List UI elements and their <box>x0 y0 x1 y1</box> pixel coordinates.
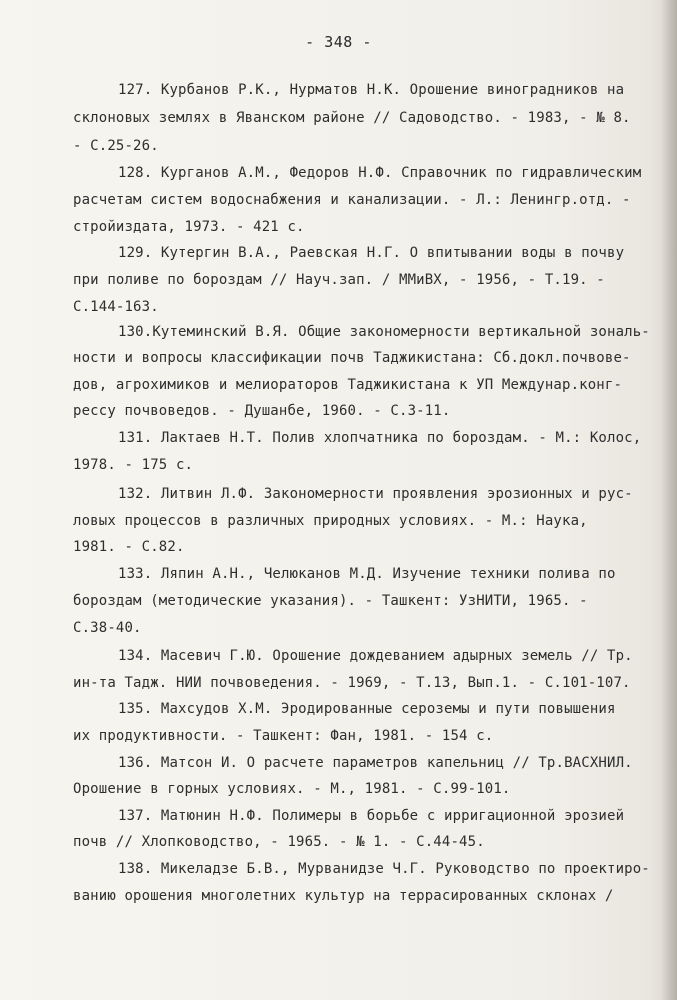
text-line: 133. Ляпин А.Н., Челюканов М.Д. Изучение техники полива по <box>118 566 616 582</box>
text-line: их продуктивности. - Ташкент: Фан, 1981. - 154 с. <box>73 728 494 744</box>
text-line: ности и вопросы классификации почв Таджикистана: Сб.докл.почвове- <box>73 350 631 366</box>
text-line: С.38-40. <box>73 620 142 636</box>
text-line: ванию орошения многолетних культур на террасированных склонах / <box>73 888 614 904</box>
text-line: склоновых землях в Яванском районе // Садоводство. - 1983, - № 8. <box>73 110 631 126</box>
text-line: 1981. - С.82. <box>73 539 185 555</box>
text-line: 136. Матсон И. О расчете параметров капельниц // Тр.ВАСХНИЛ. <box>118 755 633 771</box>
text-line: 131. Лактаев Н.Т. Полив хлопчатника по бороздам. - М.: Колос, <box>118 430 642 446</box>
text-line: 135. Махсудов Х.М. Эродированные сероземы и пути повышения <box>118 701 616 717</box>
text-line: 132. Литвин Л.Ф. Закономерности проявления эрозионных и рус- <box>118 486 633 502</box>
page-number: - 348 - <box>305 33 372 51</box>
text-line: ин-та Тадж. НИИ почвоведения. - 1969, - Т.13, Вып.1. - С.101-107. <box>73 675 631 691</box>
text-line: 138. Микеладзе Б.В., Мурванидзе Ч.Г. Руководство по проектиро- <box>118 861 650 877</box>
text-line: Орошение в горных условиях. - М., 1981. - С.99-101. <box>73 781 511 797</box>
text-line: бороздам (методические указания). - Ташкент: УзНИТИ, 1965. - <box>73 593 588 609</box>
text-line: стройиздата, 1973. - 421 с. <box>73 219 305 235</box>
text-line: 1978. - 175 с. <box>73 457 194 473</box>
text-line: 130.Кутеминский В.Я. Общие закономерности вертикальной зональ- <box>118 324 650 340</box>
text-line: 128. Курганов А.М., Федоров Н.Ф. Справочник по гидравлическим <box>118 165 642 181</box>
text-line: 134. Масевич Г.Ю. Орошение дождеванием адырных земель // Тр. <box>118 648 633 664</box>
page-edge-shadow <box>661 0 677 1000</box>
text-line: дов, агрохимиков и мелиораторов Таджикистана к УП Междунар.конг- <box>73 377 623 393</box>
text-line: рессу почвоведов. - Душанбе, 1960. - С.3-11. <box>73 403 451 419</box>
text-line: 129. Кутергин В.А., Раевская Н.Г. О впитывании воды в почву <box>118 245 625 261</box>
text-line: 137. Матюнин Н.Ф. Полимеры в борьбе с ирригационной эрозией <box>118 808 625 824</box>
text-line: 127. Курбанов Р.К., Нурматов Н.К. Орошение виноградников на <box>118 82 625 98</box>
text-line: расчетам систем водоснабжения и канализации. - Л.: Ленингр.отд. - <box>73 192 631 208</box>
text-line: почв // Хлопководство, - 1965. - № 1. - С.44-45. <box>73 834 485 850</box>
text-line: - С.25-26. <box>73 138 159 154</box>
text-line: С.144-163. <box>73 299 159 315</box>
text-line: при поливе по бороздам // Науч.зап. / ММиВХ, - 1956, - Т.19. - <box>73 272 605 288</box>
text-line: ловых процессов в различных природных условиях. - М.: Наука, <box>73 513 588 529</box>
